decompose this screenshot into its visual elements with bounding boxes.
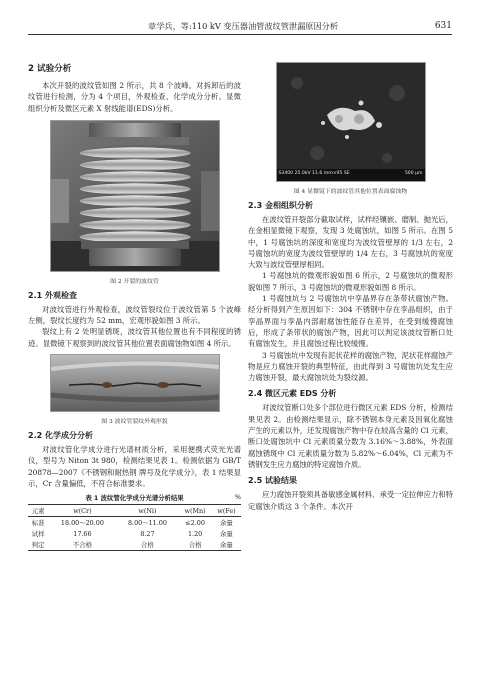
table-1-header-cell: w(Mn) — [184, 506, 206, 515]
table-cell: 18.00～20.00 — [60, 519, 104, 528]
table-1-header-cell: w(Fe) — [217, 506, 236, 515]
table-cell: 8.27 — [140, 529, 155, 538]
section-2-3-paragraph-4: 3 号腐蚀坑中发现有泥状花样的腐蚀产物，泥状花样腐蚀产物是应力腐蚀开裂的典型特征，由此得到 3 号腐蚀坑处发生应力腐蚀开裂，最大腐蚀坑处为裂纹源。 — [248, 350, 453, 383]
table-1-unit: % — [234, 493, 241, 502]
table-cell: 余量 — [220, 519, 233, 528]
table-1 — [28, 504, 241, 551]
section-2-4-heading: 2.4 微区元素 EDS 分析 — [248, 389, 337, 399]
figure-3-caption: 图 3 波纹管裂纹外观形貌 — [101, 419, 168, 426]
crack-photo-drawing — [51, 355, 219, 411]
bellows-photo-drawing — [51, 121, 219, 271]
table-cell: 合格 — [188, 541, 202, 550]
figure-2-bellows-photo — [50, 120, 220, 272]
section-2-1-paragraph-1: 对波纹管进行外观检查，波纹管裂纹位于波纹管第 5 个波峰左侧，裂纹长度约为 52 mm，宏观形貌如图 3 所示。 — [28, 304, 241, 326]
running-title: 章学兵，等:110 kV 变压器油管波纹管泄漏原因分析 — [148, 21, 339, 31]
figure-2-caption: 图 2 开裂的波纹管 — [110, 278, 159, 285]
table-row — [28, 517, 241, 529]
section-2-heading: 2 试验分析 — [28, 64, 72, 74]
table-cell: 不合格 — [72, 541, 92, 550]
table-cell: ≤2.00 — [185, 518, 205, 527]
table-cell: 试样 — [31, 530, 45, 539]
sem-image-drawing — [277, 63, 425, 181]
table-cell: 17.66 — [73, 529, 92, 538]
table-1-header-cell: w(Ni) — [138, 506, 157, 515]
table-1-header-cell: w(Cr) — [73, 506, 92, 515]
section-2-2-heading: 2.2 化学成分分析 — [28, 431, 93, 441]
table-cell: 标准 — [31, 519, 45, 528]
table-1-caption — [28, 493, 241, 502]
table-cell: 余量 — [220, 530, 233, 539]
running-header — [28, 18, 452, 35]
section-2-5-paragraph-1: 应力腐蚀开裂须具备敏感金属材料、承受一定拉伸应力和特定腐蚀介质这 3 个条件。本次开 — [248, 490, 453, 511]
section-2-5-heading: 2.5 试验结果 — [248, 476, 297, 486]
table-1-title: 表 1 波纹管化学成分光谱分析结果 — [85, 494, 184, 503]
section-2-2-paragraph-1: 对波纹管化学成分进行光谱材质分析，采用便携式荧光光谱仪，型号为 Niton 3t 980，检测结果见表 1。检测依据为 GB/T 20878—2007《不锈钢和耐热钢 牌号及化学成分》，表 1 结果显示，Cr 含量偏低，不符合标准要求。 — [28, 445, 241, 488]
sem-info-left: S3400 25.0kV 11.6 mm×95 SE — [278, 171, 350, 176]
sem-scale-label: 500 μm — [404, 171, 423, 176]
table-cell: 合格 — [141, 541, 154, 550]
table-cell: 判定 — [31, 541, 45, 550]
section-2-3-paragraph-3: 1 号腐蚀坑与 2 号腐蚀坑中孪晶界存在条带状腐蚀产物。经分析得到产生原因如下：304 不锈钢中存在孪晶组织，由于孪晶界面与孪晶内部耐腐蚀性能存在差异，在受到缓慢腐蚀后，形成了条带状的腐蚀产物，因此可以判定该波纹管断口处有腐蚀发生，并且腐蚀过程比较缓慢。 — [248, 294, 453, 349]
table-cell: 余量 — [220, 541, 233, 550]
left-column — [28, 62, 241, 551]
figure-4-caption: 图 4 显微镜下的波纹管其他位置表面腐蚀物 — [293, 189, 408, 195]
section-2-3-paragraph-2: 1 号腐蚀坑的微观形貌如图 6 所示，2 号腐蚀坑的微观形貌如图 7 所示，3 号腐蚀坑的微观形貌如图 8 所示。 — [248, 271, 453, 292]
table-cell: 8.00～11.00 — [127, 519, 167, 528]
page-number: 631 — [434, 21, 452, 31]
right-column — [248, 62, 453, 512]
section-2-4-paragraph-1: 对波纹管断口处多个部位进行微区元素 EDS 分析，检测结果见表 2。由检测结果显示，除不锈钢本身元素及因氧化腐蚀产生的元素以外，还发现腐蚀产物中存在较高含量的 Cl 元素，断口处腐蚀坑中 Cl 元素质量分数为 3.16%～3.88%，外表面腐蚀锈斑中 Cl 元素质量分数为 5.82%～6.04%，Cl 元素为不锈钢发生应力腐蚀的特定腐蚀介质。 — [248, 403, 453, 469]
table-row — [28, 539, 241, 551]
section-2-1-paragraph-2: 裂纹上有 2 处明显锈斑，波纹管其他位置也有不同程度的锈迹。显微镜下观察到的波纹管其他位置表面腐蚀物如图 4 所示。 — [28, 327, 241, 348]
section-2-intro: 本次开裂的波纹管如图 2 所示，共 8 个波峰。对拆卸后的波纹管进行检测，分为 4 个项目，外观检查、化学成分分析、显微组织分析及微区元素 X 射线能谱(EDS)分析。 — [28, 81, 241, 113]
section-2-1-heading: 2.1 外观检查 — [28, 290, 77, 300]
table-row — [28, 528, 241, 539]
table-1-header-row — [28, 505, 241, 517]
figure-3-crack-photo — [50, 354, 220, 412]
section-2-3-heading: 2.3 金相组织分析 — [248, 201, 313, 210]
table-1-header-cell: 元素 — [31, 507, 45, 516]
section-2-3-paragraph-1: 在波纹管开裂部分截取试样，试样经镶嵌、磨制、抛光后，在金相显微镜下观察，发现 3 处腐蚀坑，如图 5 所示。在图 5 中，1 号腐蚀坑的深度和宽度均为波纹管壁厚的 1/3 左右，2 号腐蚀坑的宽度为波纹管壁厚的 1/4 左右，3 号腐蚀坑的宽度大致与波纹管壁厚相同。 — [248, 215, 453, 270]
table-cell: 1.20 — [187, 529, 203, 538]
figure-4-sem-image — [276, 62, 426, 182]
